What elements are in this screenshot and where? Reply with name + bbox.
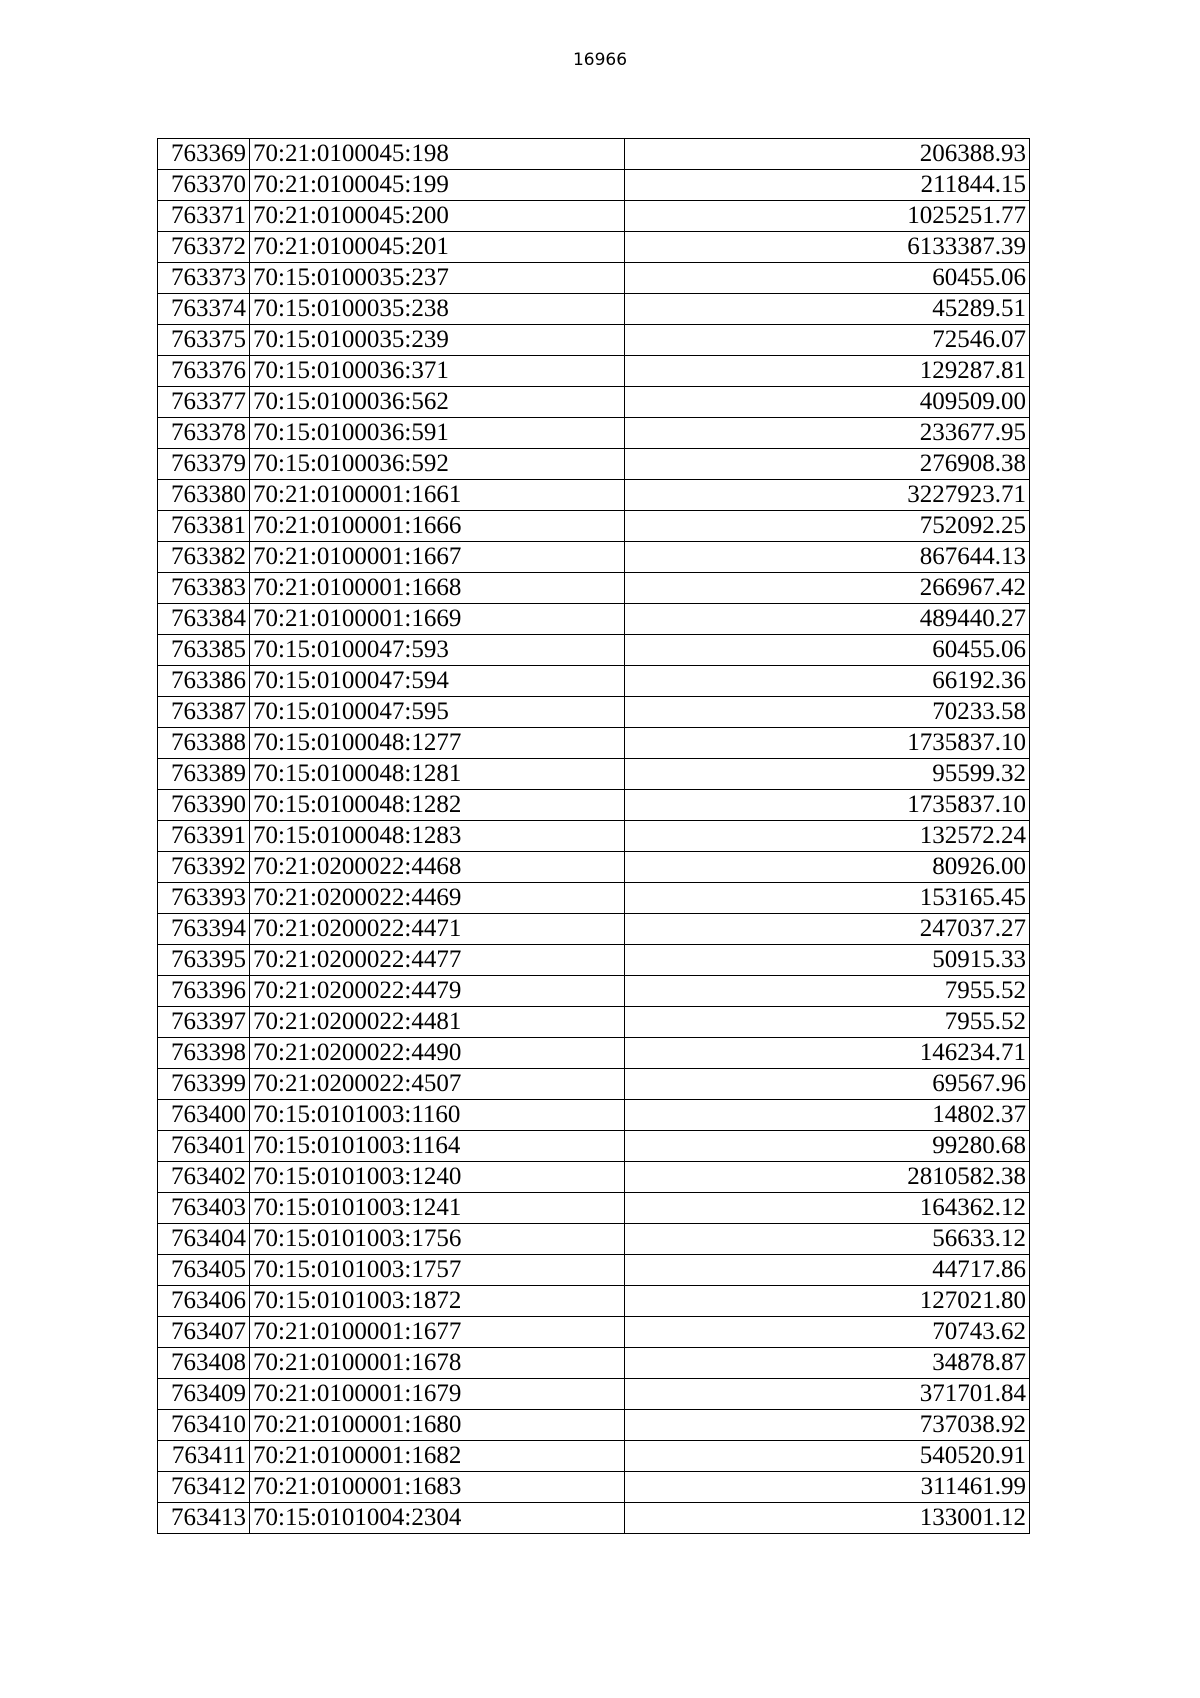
value-cell: 34878.87 — [625, 1348, 1030, 1379]
cadastral-number-cell: 70:21:0200022:4468 — [250, 852, 625, 883]
cadastral-number-cell: 70:15:0100048:1282 — [250, 790, 625, 821]
row-number-cell: 763411 — [158, 1441, 250, 1472]
table-row — [158, 480, 1030, 511]
value-cell: 133001.12 — [625, 1503, 1030, 1534]
table-row — [158, 1193, 1030, 1224]
row-number-cell: 763399 — [158, 1069, 250, 1100]
cadastral-number-cell: 70:21:0200022:4479 — [250, 976, 625, 1007]
cadastral-number-cell: 70:21:0100045:201 — [250, 232, 625, 263]
row-number-cell: 763392 — [158, 852, 250, 883]
row-number-cell: 763384 — [158, 604, 250, 635]
value-cell: 489440.27 — [625, 604, 1030, 635]
cadastral-number-cell: 70:21:0200022:4490 — [250, 1038, 625, 1069]
row-number-cell: 763412 — [158, 1472, 250, 1503]
table-row — [158, 759, 1030, 790]
value-cell: 371701.84 — [625, 1379, 1030, 1410]
value-cell: 72546.07 — [625, 325, 1030, 356]
value-cell: 2810582.38 — [625, 1162, 1030, 1193]
table-row — [158, 1348, 1030, 1379]
value-cell: 45289.51 — [625, 294, 1030, 325]
table-row — [158, 697, 1030, 728]
table-row — [158, 976, 1030, 1007]
table-row — [158, 790, 1030, 821]
row-number-cell: 763402 — [158, 1162, 250, 1193]
row-number-cell: 763380 — [158, 480, 250, 511]
table-row — [158, 232, 1030, 263]
row-number-cell: 763374 — [158, 294, 250, 325]
row-number-cell: 763371 — [158, 201, 250, 232]
registry-table-body — [158, 139, 1030, 1534]
cadastral-number-cell: 70:21:0100001:1667 — [250, 542, 625, 573]
cadastral-number-cell: 70:15:0101003:1241 — [250, 1193, 625, 1224]
table-row — [158, 1472, 1030, 1503]
value-cell: 7955.52 — [625, 1007, 1030, 1038]
table-row — [158, 1038, 1030, 1069]
cadastral-number-cell: 70:21:0100001:1682 — [250, 1441, 625, 1472]
row-number-cell: 763381 — [158, 511, 250, 542]
value-cell: 146234.71 — [625, 1038, 1030, 1069]
value-cell: 1735837.10 — [625, 728, 1030, 759]
table-row — [158, 1441, 1030, 1472]
row-number-cell: 763379 — [158, 449, 250, 480]
cadastral-number-cell: 70:15:0100035:238 — [250, 294, 625, 325]
value-cell: 99280.68 — [625, 1131, 1030, 1162]
row-number-cell: 763388 — [158, 728, 250, 759]
cadastral-number-cell: 70:21:0200022:4507 — [250, 1069, 625, 1100]
table-row — [158, 1162, 1030, 1193]
cadastral-number-cell: 70:15:0100035:237 — [250, 263, 625, 294]
row-number-cell: 763386 — [158, 666, 250, 697]
value-cell: 44717.86 — [625, 1255, 1030, 1286]
cadastral-number-cell: 70:21:0100001:1668 — [250, 573, 625, 604]
value-cell: 211844.15 — [625, 170, 1030, 201]
value-cell: 50915.33 — [625, 945, 1030, 976]
value-cell: 70233.58 — [625, 697, 1030, 728]
cadastral-number-cell: 70:15:0101003:1757 — [250, 1255, 625, 1286]
value-cell: 129287.81 — [625, 356, 1030, 387]
table-row — [158, 852, 1030, 883]
cadastral-number-cell: 70:21:0200022:4477 — [250, 945, 625, 976]
row-number-cell: 763393 — [158, 883, 250, 914]
value-cell: 311461.99 — [625, 1472, 1030, 1503]
value-cell: 867644.13 — [625, 542, 1030, 573]
row-number-cell: 763397 — [158, 1007, 250, 1038]
table-row — [158, 635, 1030, 666]
value-cell: 132572.24 — [625, 821, 1030, 852]
value-cell: 7955.52 — [625, 976, 1030, 1007]
table-row — [158, 387, 1030, 418]
cadastral-number-cell: 70:21:0100001:1683 — [250, 1472, 625, 1503]
table-row — [158, 666, 1030, 697]
value-cell: 95599.32 — [625, 759, 1030, 790]
table-row — [158, 573, 1030, 604]
table-row — [158, 1224, 1030, 1255]
table-row — [158, 1317, 1030, 1348]
page-number: 16966 — [572, 50, 628, 70]
cadastral-number-cell: 70:21:0100045:198 — [250, 139, 625, 170]
table-row — [158, 139, 1030, 170]
cadastral-number-cell: 70:21:0100045:200 — [250, 201, 625, 232]
row-number-cell: 763383 — [158, 573, 250, 604]
cadastral-number-cell: 70:15:0101003:1240 — [250, 1162, 625, 1193]
row-number-cell: 763398 — [158, 1038, 250, 1069]
row-number-cell: 763410 — [158, 1410, 250, 1441]
row-number-cell: 763373 — [158, 263, 250, 294]
value-cell: 247037.27 — [625, 914, 1030, 945]
table-row — [158, 1286, 1030, 1317]
value-cell: 69567.96 — [625, 1069, 1030, 1100]
value-cell: 540520.91 — [625, 1441, 1030, 1472]
row-number-cell: 763389 — [158, 759, 250, 790]
table-row — [158, 294, 1030, 325]
table-row — [158, 1100, 1030, 1131]
cadastral-number-cell: 70:15:0100047:594 — [250, 666, 625, 697]
table-row — [158, 263, 1030, 294]
cadastral-number-cell: 70:21:0100001:1666 — [250, 511, 625, 542]
cadastral-number-cell: 70:15:0101003:1160 — [250, 1100, 625, 1131]
value-cell: 60455.06 — [625, 263, 1030, 294]
cadastral-number-cell: 70:15:0100036:562 — [250, 387, 625, 418]
cadastral-number-cell: 70:21:0100045:199 — [250, 170, 625, 201]
cadastral-number-cell: 70:21:0100001:1680 — [250, 1410, 625, 1441]
row-number-cell: 763409 — [158, 1379, 250, 1410]
table-row — [158, 449, 1030, 480]
registry-table — [157, 138, 1030, 1534]
table-row — [158, 728, 1030, 759]
value-cell: 233677.95 — [625, 418, 1030, 449]
row-number-cell: 763390 — [158, 790, 250, 821]
value-cell: 3227923.71 — [625, 480, 1030, 511]
cadastral-number-cell: 70:15:0101004:2304 — [250, 1503, 625, 1534]
row-number-cell: 763401 — [158, 1131, 250, 1162]
value-cell: 56633.12 — [625, 1224, 1030, 1255]
cadastral-number-cell: 70:15:0100048:1283 — [250, 821, 625, 852]
value-cell: 206388.93 — [625, 139, 1030, 170]
cadastral-number-cell: 70:21:0100001:1677 — [250, 1317, 625, 1348]
table-row — [158, 511, 1030, 542]
row-number-cell: 763372 — [158, 232, 250, 263]
cadastral-number-cell: 70:21:0100001:1679 — [250, 1379, 625, 1410]
cadastral-number-cell: 70:15:0100048:1277 — [250, 728, 625, 759]
value-cell: 80926.00 — [625, 852, 1030, 883]
value-cell: 1025251.77 — [625, 201, 1030, 232]
row-number-cell: 763378 — [158, 418, 250, 449]
row-number-cell: 763395 — [158, 945, 250, 976]
row-number-cell: 763396 — [158, 976, 250, 1007]
row-number-cell: 763403 — [158, 1193, 250, 1224]
value-cell: 153165.45 — [625, 883, 1030, 914]
row-number-cell: 763413 — [158, 1503, 250, 1534]
cadastral-number-cell: 70:21:0200022:4469 — [250, 883, 625, 914]
cadastral-number-cell: 70:15:0100047:593 — [250, 635, 625, 666]
table-row — [158, 542, 1030, 573]
cadastral-number-cell: 70:21:0100001:1678 — [250, 1348, 625, 1379]
value-cell: 164362.12 — [625, 1193, 1030, 1224]
table-row — [158, 821, 1030, 852]
table-row — [158, 418, 1030, 449]
row-number-cell: 763385 — [158, 635, 250, 666]
row-number-cell: 763370 — [158, 170, 250, 201]
value-cell: 266967.42 — [625, 573, 1030, 604]
table-row — [158, 883, 1030, 914]
table-row — [158, 325, 1030, 356]
row-number-cell: 763408 — [158, 1348, 250, 1379]
cadastral-number-cell: 70:15:0100036:591 — [250, 418, 625, 449]
value-cell: 1735837.10 — [625, 790, 1030, 821]
cadastral-number-cell: 70:15:0100036:371 — [250, 356, 625, 387]
value-cell: 737038.92 — [625, 1410, 1030, 1441]
table-row — [158, 1503, 1030, 1534]
cadastral-number-cell: 70:15:0100036:592 — [250, 449, 625, 480]
table-row — [158, 1379, 1030, 1410]
value-cell: 60455.06 — [625, 635, 1030, 666]
cadastral-number-cell: 70:15:0101003:1872 — [250, 1286, 625, 1317]
cadastral-number-cell: 70:21:0200022:4481 — [250, 1007, 625, 1038]
row-number-cell: 763405 — [158, 1255, 250, 1286]
value-cell: 66192.36 — [625, 666, 1030, 697]
table-row — [158, 1131, 1030, 1162]
cadastral-number-cell: 70:15:0101003:1756 — [250, 1224, 625, 1255]
table-row — [158, 1255, 1030, 1286]
value-cell: 127021.80 — [625, 1286, 1030, 1317]
row-number-cell: 763387 — [158, 697, 250, 728]
table-row — [158, 1069, 1030, 1100]
value-cell: 409509.00 — [625, 387, 1030, 418]
value-cell: 6133387.39 — [625, 232, 1030, 263]
row-number-cell: 763382 — [158, 542, 250, 573]
row-number-cell: 763375 — [158, 325, 250, 356]
table-row — [158, 170, 1030, 201]
row-number-cell: 763377 — [158, 387, 250, 418]
table-row — [158, 914, 1030, 945]
value-cell: 276908.38 — [625, 449, 1030, 480]
table-row — [158, 604, 1030, 635]
table-row — [158, 1410, 1030, 1441]
value-cell: 14802.37 — [625, 1100, 1030, 1131]
table-row — [158, 1007, 1030, 1038]
cadastral-number-cell: 70:21:0100001:1669 — [250, 604, 625, 635]
table-row — [158, 356, 1030, 387]
value-cell: 752092.25 — [625, 511, 1030, 542]
row-number-cell: 763406 — [158, 1286, 250, 1317]
row-number-cell: 763400 — [158, 1100, 250, 1131]
row-number-cell: 763391 — [158, 821, 250, 852]
row-number-cell: 763407 — [158, 1317, 250, 1348]
cadastral-number-cell: 70:21:0100001:1661 — [250, 480, 625, 511]
cadastral-number-cell: 70:15:0101003:1164 — [250, 1131, 625, 1162]
row-number-cell: 763404 — [158, 1224, 250, 1255]
cadastral-number-cell: 70:21:0200022:4471 — [250, 914, 625, 945]
value-cell: 70743.62 — [625, 1317, 1030, 1348]
table-row — [158, 945, 1030, 976]
cadastral-number-cell: 70:15:0100035:239 — [250, 325, 625, 356]
row-number-cell: 763394 — [158, 914, 250, 945]
row-number-cell: 763376 — [158, 356, 250, 387]
cadastral-number-cell: 70:15:0100047:595 — [250, 697, 625, 728]
cadastral-number-cell: 70:15:0100048:1281 — [250, 759, 625, 790]
row-number-cell: 763369 — [158, 139, 250, 170]
table-row — [158, 201, 1030, 232]
